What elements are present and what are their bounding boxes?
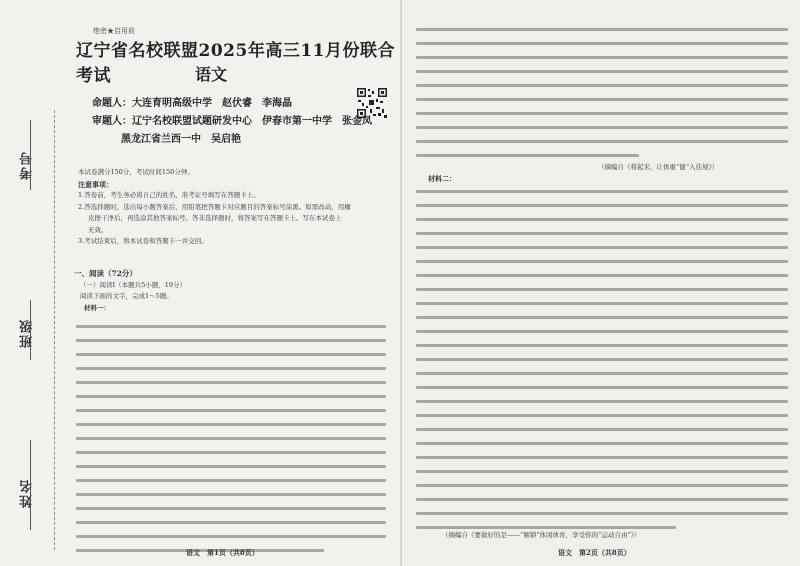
class-blank xyxy=(30,300,31,360)
section-heading: 一、阅读（72分） xyxy=(74,269,137,278)
authors-line-1: 命题人：大连育明高级中学 赵伏睿 李海晶 xyxy=(92,98,292,109)
notice-item-2-end: 无效。 xyxy=(88,225,108,234)
secret-mark: 绝密★启用前 xyxy=(93,27,135,35)
material-1-label: 材料一： xyxy=(84,303,110,312)
exam-title: 辽宁省名校联盟2025年高三11月份联合考试 xyxy=(76,41,395,86)
score-time-line: 本试卷满分150分，考试时间150分钟。 xyxy=(78,168,194,176)
material-1-continued-text xyxy=(416,28,788,168)
page-footer-2: 语文 第2页（共8页） xyxy=(558,548,631,557)
reading-section-header xyxy=(74,268,384,314)
material-1-attribution: （摘编自《将起来，让体重“健”入佳境》） xyxy=(598,163,719,171)
exam-number-blank xyxy=(30,120,31,190)
subject-title: 语文 xyxy=(195,65,228,84)
reading-instruction: 阅读下面的文字，完成1～5题。 xyxy=(80,292,173,300)
side-label-class: 班级 xyxy=(20,318,35,348)
material-1-body-text xyxy=(76,325,386,563)
exam-instructions xyxy=(78,167,384,248)
authors-block xyxy=(92,95,372,149)
part-heading: （一）阅读Ⅰ（本题共5小题，19分） xyxy=(80,280,186,289)
side-label-name: 姓名 xyxy=(20,478,35,508)
side-label-exam-number: 考号 xyxy=(20,150,35,180)
notice-item-3: 3.考试结束后，将本试卷和答题卡一并交回。 xyxy=(78,237,208,245)
authors-line-2: 审题人：辽宁名校联盟试题研发中心 伊春市第一中学 张金凤 xyxy=(92,116,372,127)
authors-line-3: 黑龙江省兰西一中 吴启艳 xyxy=(121,134,241,145)
name-blank xyxy=(30,440,31,530)
material-2-label: 材料二： xyxy=(428,174,456,183)
material-2-attribution: （摘编自《要做好的是——“解锁”体闲体育，享受你的“运动自由”》） xyxy=(442,531,641,539)
material-2-body-text xyxy=(416,190,788,540)
exam-page-2 xyxy=(402,0,800,566)
binding-dashed-line xyxy=(54,110,55,550)
notice-item-2: 2.答选择题时，选出每小题答案后，用铅笔把答题卡对应题目的答案标号涂黑。如需改动，用橡 xyxy=(78,202,351,211)
page-footer-1: 语文 第1页（共8页） xyxy=(186,548,259,557)
notice-item-1: 1.答卷前，考生务必将自己的姓名、准考证号填写在答题卡上。 xyxy=(78,191,260,199)
notice-item-2-cont: 皮擦干净后，再选涂其他答案标号。答非选择题时，将答案写在答题卡上。写在本试卷上 xyxy=(88,214,342,222)
notice-heading: 注意事项： xyxy=(78,179,113,189)
